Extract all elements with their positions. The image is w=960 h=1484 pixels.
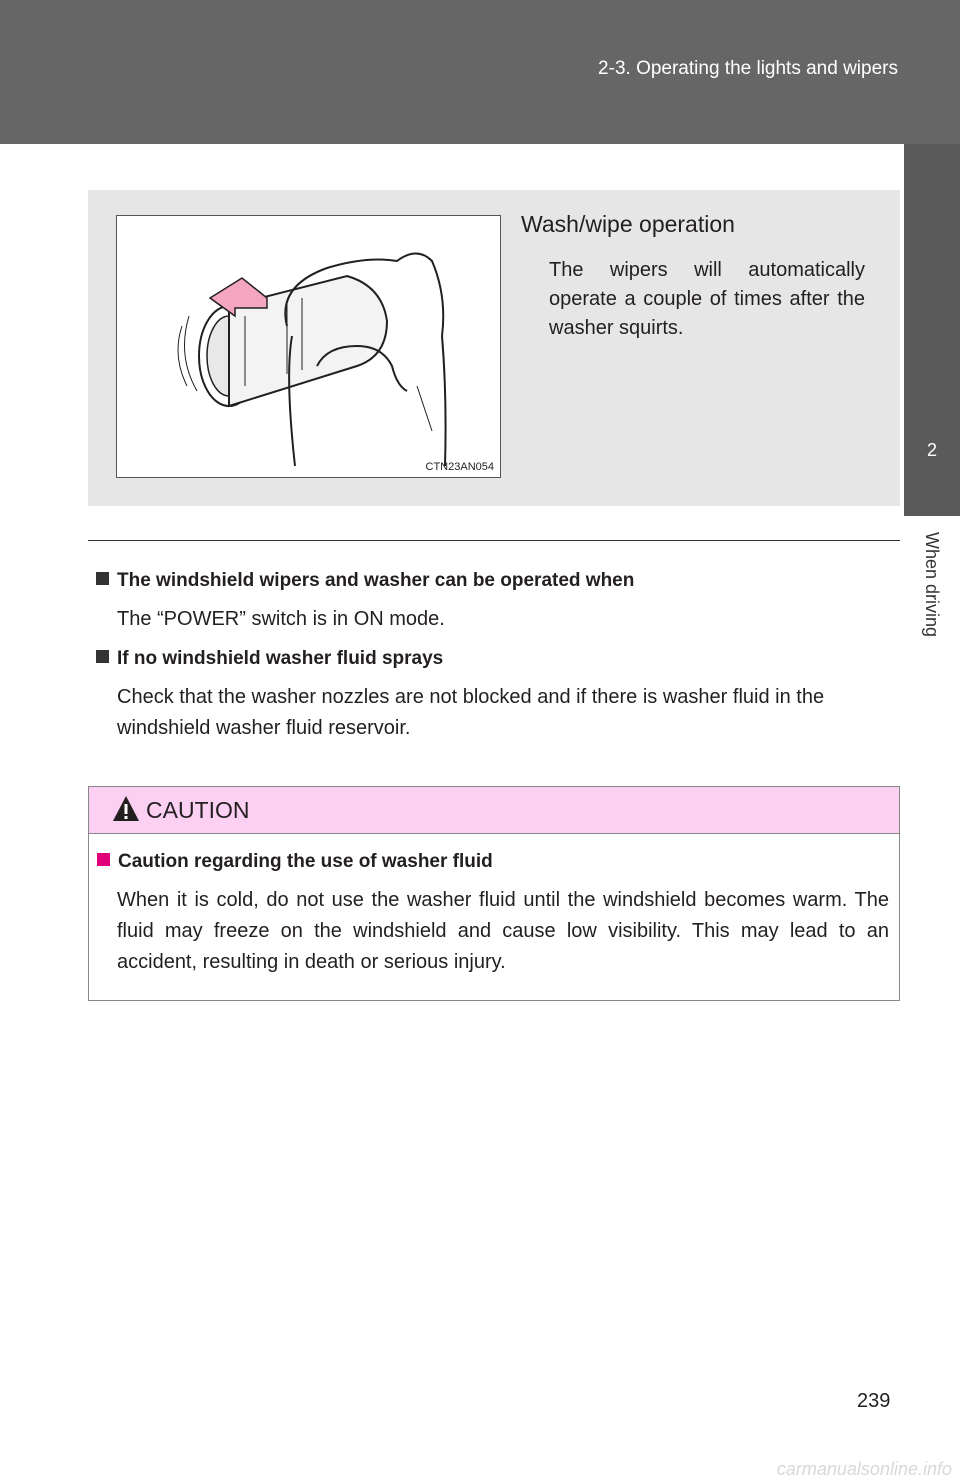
item-heading-text: If no windshield washer fluid sprays (117, 648, 444, 669)
caution-title: CAUTION (146, 797, 250, 823)
item-heading-text: The windshield wipers and washer can be operated when (117, 570, 635, 591)
wiper-lever-illustration (116, 215, 501, 478)
item-heading-operated-when (96, 570, 634, 592)
page-number: 239 (857, 1390, 891, 1412)
section-divider (88, 540, 900, 541)
caution-box (88, 786, 900, 1001)
item-heading-no-fluid (96, 648, 443, 670)
panel-title: Wash/wipe operation (521, 211, 735, 237)
warning-triangle-icon (112, 795, 140, 822)
caution-heading-text: Caution regarding the use of washer fluid (118, 851, 493, 872)
caution-heading (97, 851, 493, 873)
hand-on-lever-drawing (117, 216, 500, 477)
item-body-operated-when: The “POWER” switch is in ON mode. (117, 608, 445, 630)
figure-code: CTN23AN054 (425, 461, 494, 473)
section-title: 2-3. Operating the lights and wipers (598, 58, 898, 79)
caution-body: When it is cold, do not use the washer fluid until the windshield becomes warm. The fluid may freeze on the windshield and cause low visibility. This may lead to an accident, resulting in death or serious injury. (117, 889, 889, 973)
panel-text: The wipers will automatically operate a couple of times after the washer squirts. (549, 259, 865, 339)
side-tab-label-text: When driving (922, 532, 942, 638)
square-bullet-icon (97, 853, 110, 866)
side-tab-label (904, 516, 960, 676)
page-header (0, 0, 960, 144)
caution-header (89, 787, 899, 834)
square-bullet-icon (96, 650, 109, 663)
square-bullet-icon (96, 572, 109, 585)
side-tab-strip (904, 144, 960, 384)
watermark: carmanualsonline.info (776, 1459, 952, 1479)
item-body-no-fluid: Check that the washer nozzles are not blocked and if there is washer fluid in the windshield washer fluid reservoir. (117, 686, 825, 739)
side-tab-number: 2 (904, 384, 960, 516)
